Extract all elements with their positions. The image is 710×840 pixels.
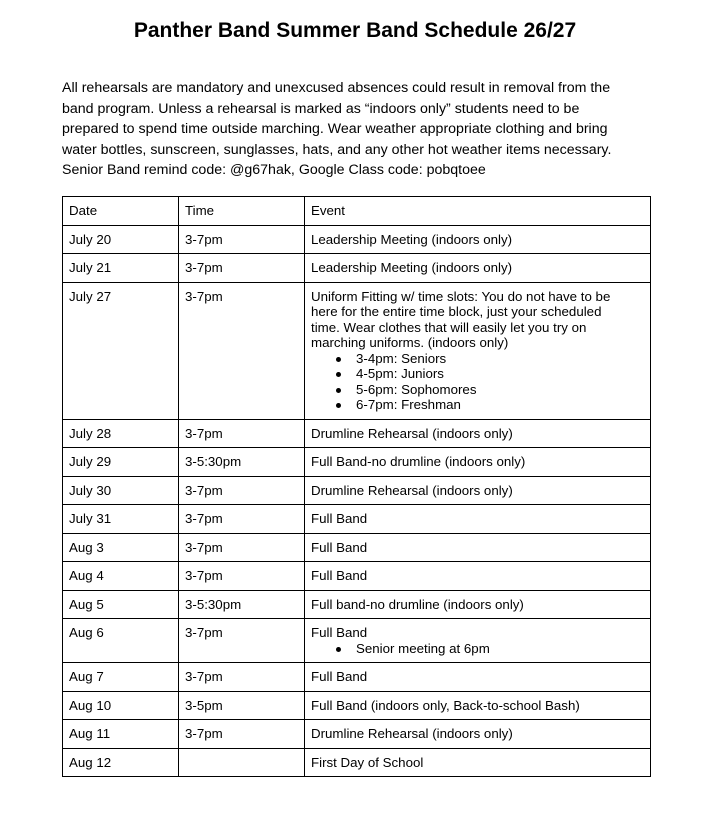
event-text: First Day of School <box>311 754 424 770</box>
table-row <box>63 748 651 777</box>
event-bullet-item: 3-4pm: Seniors <box>356 351 644 367</box>
event-text: Full Band <box>311 669 368 684</box>
time-cell: 3-7pm <box>179 419 305 448</box>
time-cell: 3-7pm <box>179 720 305 749</box>
event-cell <box>305 720 651 749</box>
intro-paragraph <box>62 78 662 181</box>
table-row <box>63 720 651 749</box>
date-cell: Aug 11 <box>63 720 179 749</box>
time-cell: 3-7pm <box>179 619 305 663</box>
schedule-body <box>63 225 651 777</box>
event-bullet-list <box>311 351 644 413</box>
time-cell <box>179 748 305 777</box>
time-cell: 3-7pm <box>179 562 305 591</box>
date-cell: Aug 6 <box>63 619 179 663</box>
event-bullet-item: 6-7pm: Freshman <box>356 397 644 413</box>
intro-line: band program. Unless a rehearsal is marked as “indoors only” students need to be <box>62 100 580 117</box>
event-bullet-item: Senior meeting at 6pm <box>356 641 644 657</box>
date-cell: July 27 <box>63 282 179 419</box>
intro-line: water bottles, sunscreen, sunglasses, hats, and any other hot weather items necessary. <box>62 141 612 158</box>
table-row <box>63 691 651 720</box>
table-row <box>63 590 651 619</box>
table-row <box>63 419 651 448</box>
date-cell: Aug 12 <box>63 748 179 777</box>
event-bullet-item: 4-5pm: Juniors <box>356 366 644 382</box>
time-cell: 3-7pm <box>179 476 305 505</box>
event-cell <box>305 691 651 720</box>
date-cell: Aug 4 <box>63 562 179 591</box>
event-cell <box>305 225 651 254</box>
table-row <box>63 533 651 562</box>
table-row <box>63 476 651 505</box>
event-cell <box>305 505 651 534</box>
date-cell: Aug 3 <box>63 533 179 562</box>
date-cell: July 31 <box>63 505 179 534</box>
table-row <box>63 448 651 477</box>
table-row <box>63 619 651 663</box>
event-cell <box>305 419 651 448</box>
event-bullet-item: 5-6pm: Sophomores <box>356 382 644 398</box>
time-cell: 3-7pm <box>179 254 305 283</box>
event-text: Leadership Meeting (indoors only) <box>311 231 513 247</box>
event-text: Full Band-no drumline (indoors only) <box>311 454 526 469</box>
time-cell: 3-7pm <box>179 505 305 534</box>
time-cell: 3-7pm <box>179 282 305 419</box>
event-cell <box>305 562 651 591</box>
event-cell <box>305 663 651 692</box>
event-cell <box>305 476 651 505</box>
event-text: Full Band (indoors only, Back-to-school Bash) <box>311 697 580 713</box>
time-cell: 3-7pm <box>179 225 305 254</box>
event-cell <box>305 590 651 619</box>
time-cell: 3-5:30pm <box>179 448 305 477</box>
header-date: Date <box>63 197 179 226</box>
date-cell: Aug 7 <box>63 663 179 692</box>
intro-line: All rehearsals are mandatory and unexcused absences could result in removal from the <box>62 80 611 96</box>
intro-line: prepared to spend time outside marching. Wear weather appropriate clothing and bring <box>62 121 608 137</box>
time-cell: 3-5pm <box>179 691 305 720</box>
event-text-line: time. Wear clothes that will easily let you try on <box>311 319 587 335</box>
time-cell: 3-7pm <box>179 663 305 692</box>
date-cell: July 30 <box>63 476 179 505</box>
date-cell: Aug 10 <box>63 691 179 720</box>
header-time: Time <box>179 197 305 226</box>
event-text: Drumline Rehearsal (indoors only) <box>311 726 513 741</box>
event-text-line: here for the entire time block, just your scheduled <box>311 304 602 319</box>
event-cell <box>305 448 651 477</box>
date-cell: Aug 5 <box>63 590 179 619</box>
date-cell: July 28 <box>63 419 179 448</box>
event-cell <box>305 748 651 777</box>
page-title: Panther Band Summer Band Schedule 26/27 <box>133 19 577 42</box>
event-cell <box>305 282 651 419</box>
table-row <box>63 225 651 254</box>
event-text: Leadership Meeting (indoors only) <box>311 260 513 275</box>
date-cell: July 20 <box>63 225 179 254</box>
schedule-table <box>62 196 651 777</box>
intro-line: Senior Band remind code: @g67hak, Google Class code: pobqtoee <box>62 162 486 178</box>
time-cell: 3-7pm <box>179 533 305 562</box>
event-text: Full band-no drumline (indoors only) <box>311 596 524 612</box>
event-text: Full Band <box>311 539 368 555</box>
event-text-line: marching uniforms. (indoors only) <box>311 335 509 350</box>
table-row <box>63 562 651 591</box>
event-cell <box>305 619 651 663</box>
event-text: Drumline Rehearsal (indoors only) <box>311 482 513 498</box>
table-row <box>63 663 651 692</box>
table-row <box>63 282 651 419</box>
event-text: Full Band <box>311 625 368 640</box>
event-cell <box>305 533 651 562</box>
event-text: Drumline Rehearsal (indoors only) <box>311 425 513 441</box>
event-text: Full Band <box>311 511 368 526</box>
table-header-row <box>63 197 651 226</box>
event-bullet-list <box>311 641 644 657</box>
table-row <box>63 505 651 534</box>
date-cell: July 21 <box>63 254 179 283</box>
event-text: Full Band <box>311 568 368 583</box>
date-cell: July 29 <box>63 448 179 477</box>
header-event: Event <box>305 197 651 226</box>
table-row <box>63 254 651 283</box>
time-cell: 3-5:30pm <box>179 590 305 619</box>
event-cell <box>305 254 651 283</box>
event-text-line: Uniform Fitting w/ time slots: You do not have to be <box>311 288 611 304</box>
